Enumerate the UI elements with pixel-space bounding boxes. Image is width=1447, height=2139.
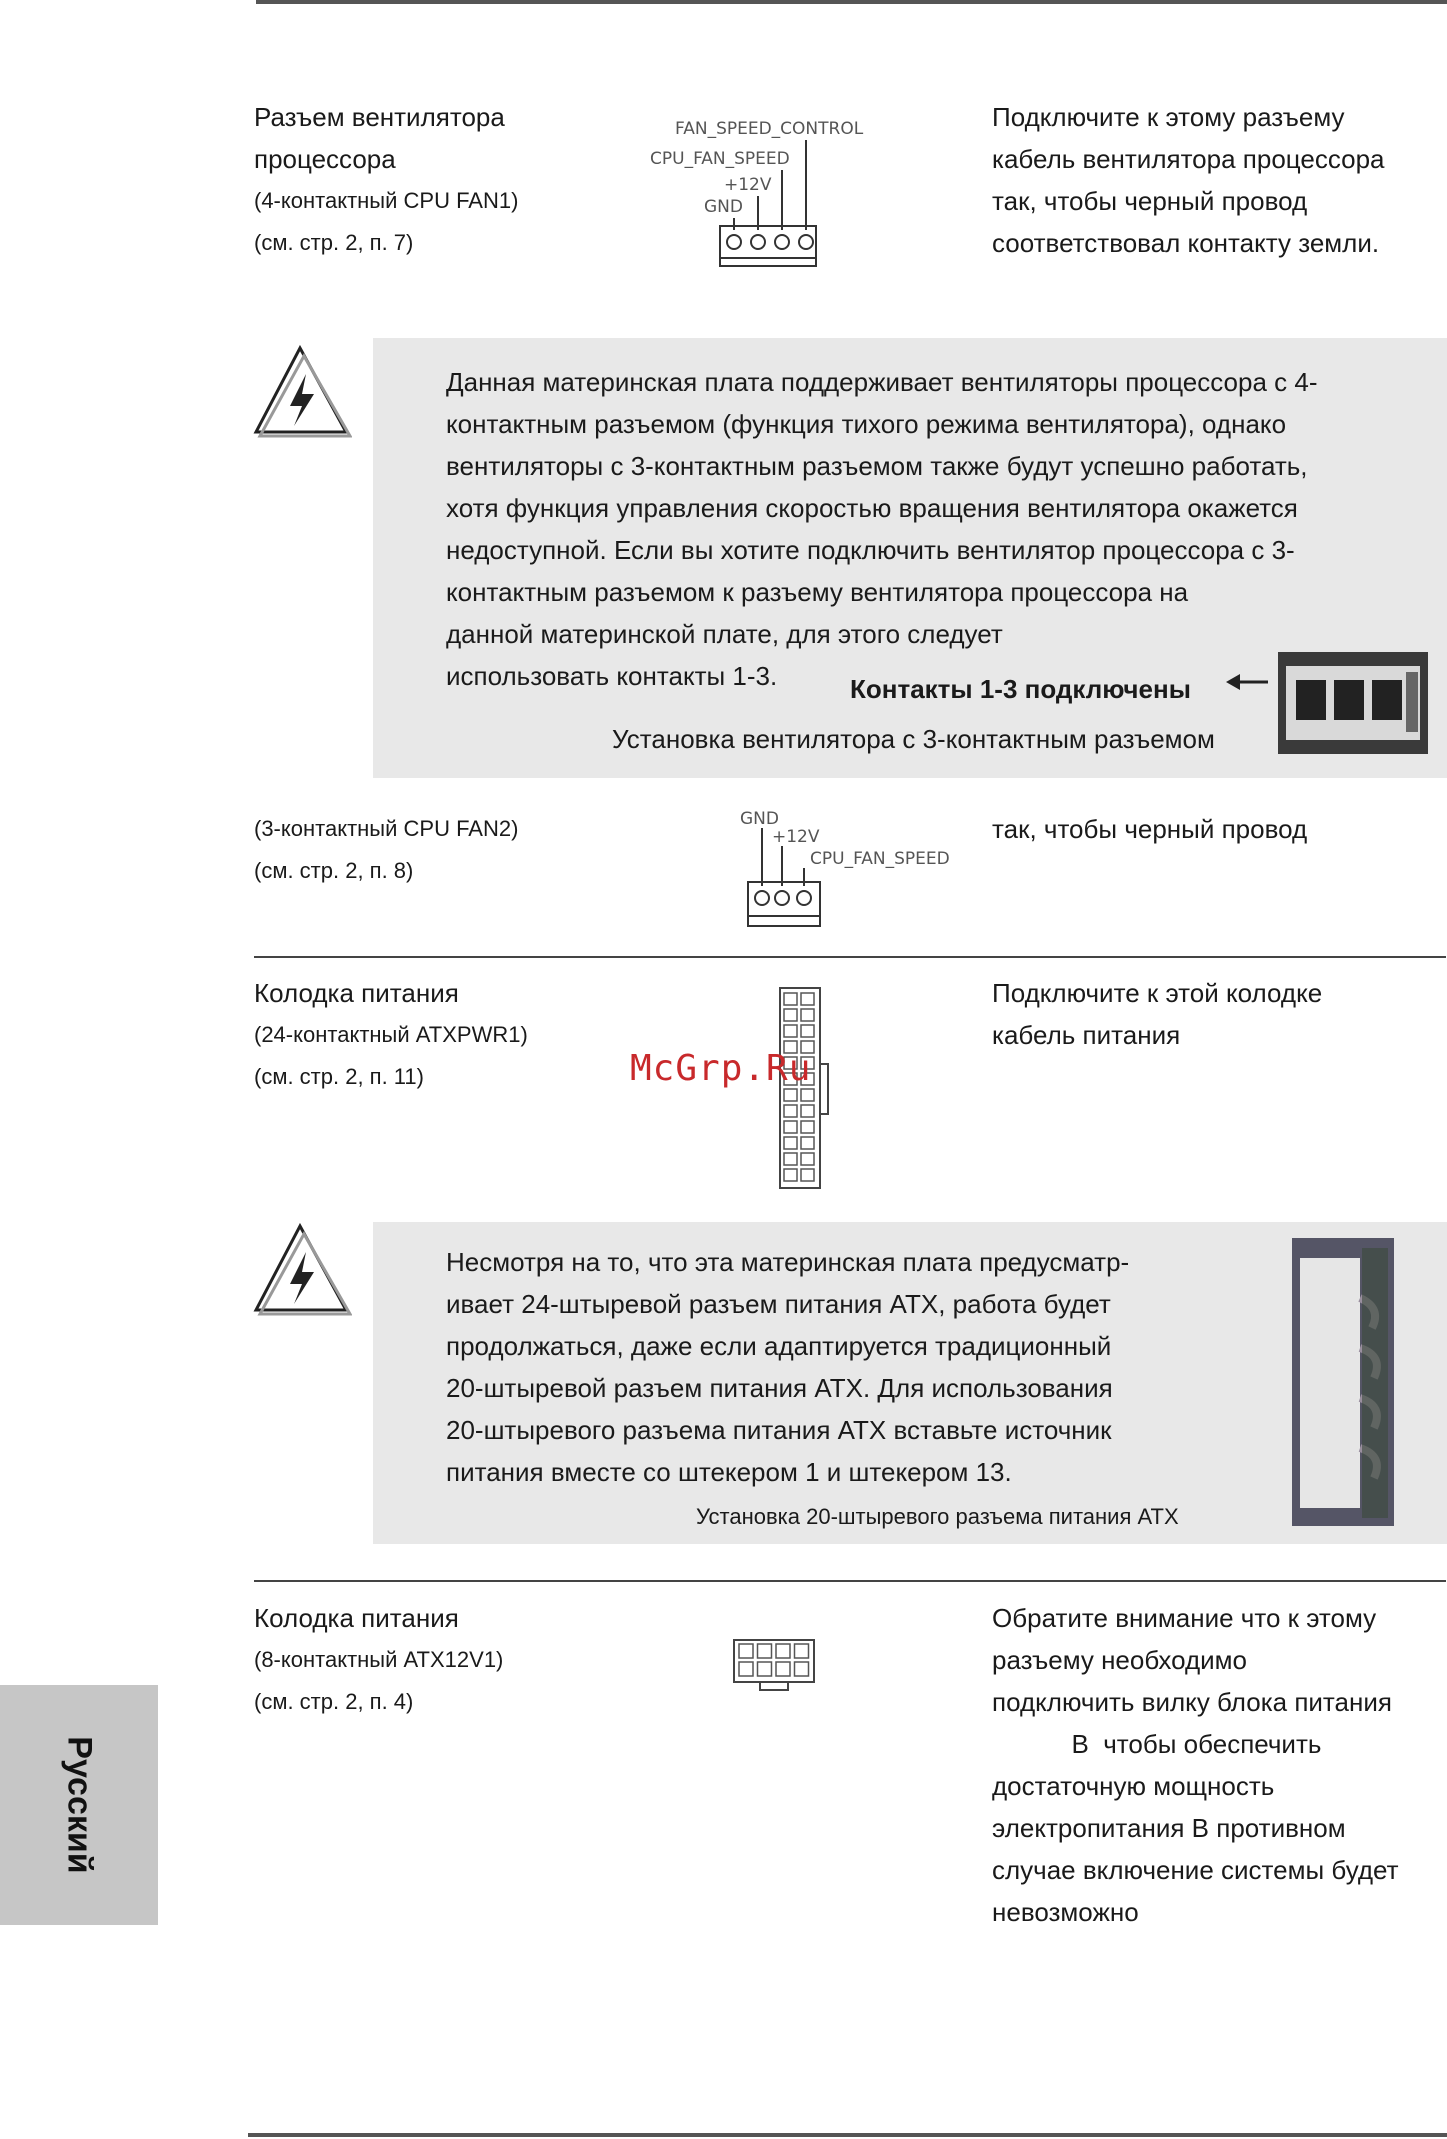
fan2-ref: (см. стр. 2, п. 8) bbox=[254, 858, 414, 883]
atx12v-title: Колодка питания bbox=[254, 1603, 459, 1633]
atxpwr-ref: (см. стр. 2, п. 11) bbox=[254, 1064, 424, 1089]
atxpwr-desc-line-1: Подключите к этой колодке bbox=[992, 978, 1323, 1008]
atx12v-desc-line-4: В чтобы обеспечить bbox=[992, 1729, 1322, 1759]
atx12v-desc-line-5: достаточную мощность bbox=[992, 1771, 1275, 1801]
atxpwr-desc-line-2: кабель питания bbox=[992, 1020, 1181, 1050]
note1-line-8: использовать контакты 1-3. bbox=[446, 661, 778, 691]
note1-line-4: хотя функция управления скоростью вращения вентилятора окажется bbox=[446, 493, 1298, 523]
fan2-label-gnd: GND bbox=[740, 809, 779, 829]
atx12v-description bbox=[992, 1597, 1399, 1933]
fan1-label-cpu-fan-speed: CPU_FAN_SPEED bbox=[650, 149, 790, 169]
fan1-desc-line-4: соответствовал контакту земли. bbox=[992, 228, 1380, 258]
fan2-label-12v: +12V bbox=[772, 827, 820, 847]
atx12v-ref: (см. стр. 2, п. 4) bbox=[254, 1689, 414, 1714]
fan1-label-12v: +12V bbox=[724, 175, 772, 195]
fan2-connector-diagram bbox=[730, 806, 970, 932]
note2-caption: Установка 20-штыревого разъема питания ATX bbox=[696, 1504, 1179, 1529]
atx-power-photo bbox=[1292, 1238, 1394, 1526]
atx12v-connector-diagram bbox=[730, 1636, 820, 1694]
note1-line-5: недоступной. Если вы хотите подключить вентилятор процессора с 3- bbox=[446, 535, 1295, 565]
note1-line-2: контактным разъемом (функция тихого режима вентилятора), однако bbox=[446, 409, 1287, 439]
note2-line-4: 20-штыревой разъем питания ATX. Для использования bbox=[446, 1373, 1113, 1403]
fan1-title-block bbox=[254, 96, 518, 264]
fan1-title-line-1: Разъем вентилятора bbox=[254, 102, 505, 132]
fan2-model: (3-контактный CPU FAN2) bbox=[254, 816, 519, 841]
section-divider-1 bbox=[254, 956, 1446, 958]
note1-line-6: контактным разъемом к разъему вентилятора процессора на bbox=[446, 577, 1189, 607]
note2-line-3: продолжаться, даже если адаптируется традиционный bbox=[446, 1331, 1112, 1361]
note1-line-3: вентиляторы с 3-контактным разъемом также будут успешно работать, bbox=[446, 451, 1308, 481]
fan1-title-line-2: процессора bbox=[254, 144, 396, 174]
note1-callout: Контакты 1-3 подключены bbox=[850, 674, 1191, 704]
fan-connector-photo bbox=[1278, 652, 1428, 754]
fan1-description bbox=[992, 96, 1385, 264]
warning-icon bbox=[252, 1222, 352, 1318]
note1-caption: Установка вентилятора с 3-контактным разъемом bbox=[612, 724, 1215, 754]
language-side-tab bbox=[0, 1685, 158, 1925]
atxpwr-title-block bbox=[254, 972, 528, 1098]
note2-line-5: 20-штыревого разъема питания ATX вставьте источник bbox=[446, 1415, 1112, 1445]
watermark-text: McGrp.Ru bbox=[630, 1048, 812, 1089]
atxpwr-model: (24-контактный ATXPWR1) bbox=[254, 1022, 528, 1047]
top-rule bbox=[256, 0, 1447, 4]
fan1-desc-line-1: Подключите к этому разъему bbox=[992, 102, 1345, 132]
note1-line-1: Данная материнская плата поддерживает вентиляторы процессора с 4- bbox=[446, 367, 1318, 397]
note2-text bbox=[446, 1241, 1129, 1493]
atxpwr-title: Колодка питания bbox=[254, 978, 459, 1008]
atx12v-desc-line-7: случае включение системы будет bbox=[992, 1855, 1399, 1885]
note1-line-7: данной материнской плате, для этого следует bbox=[446, 619, 1003, 649]
note2-line-6: питания вместе со штекером 1 и штекером 13. bbox=[446, 1457, 1012, 1487]
fan1-label-gnd: GND bbox=[704, 197, 743, 217]
bottom-rule bbox=[248, 2133, 1447, 2137]
fan1-label-fan-speed-control: FAN_SPEED_CONTROL bbox=[675, 119, 864, 139]
fan1-desc-line-3: так, чтобы черный провод bbox=[992, 186, 1308, 216]
note1-text bbox=[446, 361, 1318, 697]
note2-line-1: Несмотря на то, что эта материнская плата предусматр- bbox=[446, 1247, 1130, 1277]
fan2-description bbox=[992, 808, 1307, 850]
language-side-tab-label: Русский bbox=[60, 1736, 99, 1874]
fan1-ref: (см. стр. 2, п. 7) bbox=[254, 230, 414, 255]
atxpwr-description bbox=[992, 972, 1322, 1056]
fan1-model: (4-контактный CPU FAN1) bbox=[254, 188, 519, 213]
section-divider-2 bbox=[254, 1580, 1446, 1582]
fan2-desc-line-1: так, чтобы черный провод bbox=[992, 814, 1308, 844]
atx12v-title-block bbox=[254, 1597, 503, 1723]
fan1-connector-diagram bbox=[640, 108, 900, 278]
warning-icon bbox=[252, 344, 352, 440]
atx12v-desc-line-3: подключить вилку блока питания bbox=[992, 1687, 1392, 1717]
fan2-title-block bbox=[254, 808, 518, 892]
atx12v-desc-line-2: разъему необходимо bbox=[992, 1645, 1248, 1675]
fan1-desc-line-2: кабель вентилятора процессора bbox=[992, 144, 1385, 174]
atx12v-desc-line-6: электропитания В противном bbox=[992, 1813, 1346, 1843]
atx12v-desc-line-8: невозможно bbox=[992, 1897, 1139, 1927]
arrow-left-icon bbox=[1226, 670, 1270, 694]
atx12v-desc-line-1: Обратите внимание что к этому bbox=[992, 1603, 1377, 1633]
fan2-label-cpu-fan-speed: CPU_FAN_SPEED bbox=[810, 849, 950, 869]
atx12v-model: (8-контактный ATX12V1) bbox=[254, 1647, 504, 1672]
note2-line-2: ивает 24-штыревой разъем питания ATX, работа будет bbox=[446, 1289, 1111, 1319]
